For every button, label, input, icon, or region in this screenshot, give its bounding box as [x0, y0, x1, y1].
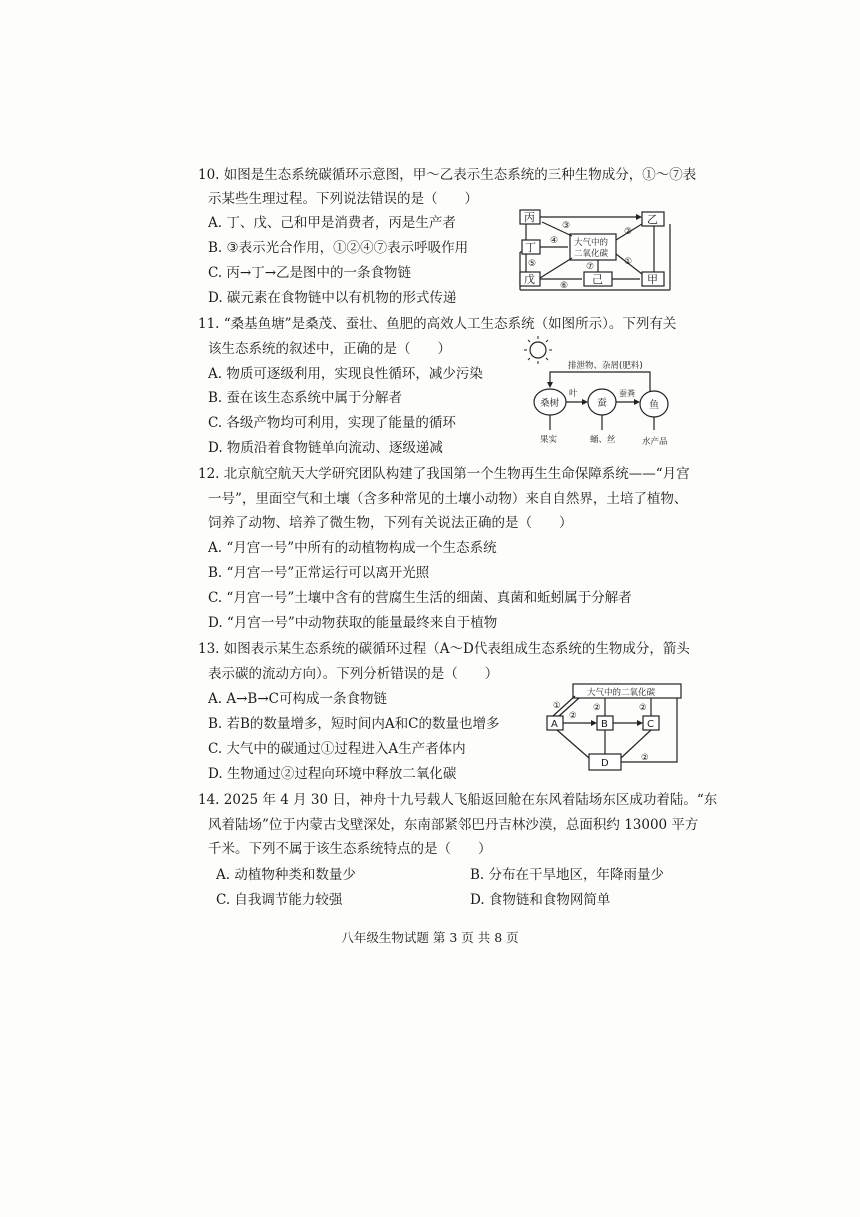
- q13-node-d-label: D: [601, 758, 609, 769]
- q11-option-b: B. 蚕在该生态系统中属于分解者: [208, 390, 403, 406]
- q10-node-bing-label: 丙: [524, 211, 535, 224]
- q10-node-co2-label2: 二氧化碳: [574, 249, 609, 259]
- q13-option-d: D. 生物通过②过程向环境中释放二氧化碳: [208, 766, 457, 782]
- sun-icon: [524, 336, 552, 364]
- q13-option-c: C. 大气中的碳通过①过程进入A生产者体内: [208, 741, 466, 757]
- q11-option-d: D. 物质沿着食物链单向流动、逐级递减: [208, 440, 443, 456]
- q10-node-wu-label: 戊: [524, 273, 535, 286]
- q11-mulberry-fishpond-diagram: [520, 334, 690, 452]
- q11-aquatic-label: 水产品: [642, 437, 668, 447]
- q10-option-c: C. 丙→丁→乙是图中的一条食物链: [208, 265, 412, 281]
- q14-stem-line1: 14. 2025 年 4 月 30 日，神舟十九号载人飞船返回舱在东风着陆场东区成功着陆。“东: [198, 792, 718, 808]
- q14-option-a: A. 动植物种类和数量少: [216, 867, 356, 883]
- q10-carbon-cycle-diagram: [520, 208, 672, 296]
- q10-option-b: B. ③表示光合作用，①②④⑦表示呼吸作用: [208, 240, 469, 256]
- q14-option-b: B. 分布在干旱地区，年降雨量少: [470, 867, 665, 883]
- q11-leaf-label: 叶: [569, 389, 578, 399]
- q10-label-1: ①: [624, 257, 633, 267]
- q10-node-ding-label: 丁: [525, 241, 536, 254]
- q13-label-1: ①: [553, 701, 561, 711]
- q14-stem-line2: 风着陆场”位于内蒙古戈壁深处，东南部紧邻巴丹吉林沙漠，总面积约 13000 平方: [208, 817, 699, 833]
- q10-node-co2-label1: 大气中的: [574, 238, 609, 248]
- q13-label-2a: ②: [569, 711, 577, 721]
- q10-node-ji-label: 己: [592, 273, 603, 286]
- q14-stem-line3: 千米。下列不属于该生态系统特点的是（ ）: [208, 841, 492, 857]
- q10-label-3: ③: [562, 221, 571, 231]
- q13-stem-line1: 13. 如图表示某生态系统的碳循环过程（A～D代表组成生态系统的生物成分，箭头: [198, 641, 690, 657]
- q13-node-atmosphere-label: 大气中的二氧化碳: [587, 688, 656, 698]
- q10-option-d: D. 碳元素在食物链中以有机物的形式传递: [208, 290, 457, 306]
- q11-option-a: A. 物质可逐级利用，实现良性循环，减少污染: [208, 366, 483, 382]
- q11-top-label: 排泄物、杂屑(肥料): [568, 361, 643, 371]
- q13-option-a: A. A→B→C可构成一条食物链: [208, 691, 387, 707]
- q10-label-4: ④: [550, 236, 559, 246]
- q10-label-7: ⑦: [586, 262, 595, 272]
- q10-node-yi-label: 乙: [647, 213, 658, 226]
- q11-fruit-label: 果实: [540, 435, 558, 445]
- q11-stem-line2: 该生态系统的叙述中，正确的是（ ）: [208, 341, 451, 357]
- q12-stem-line3: 饲养了动物、培养了微生物，下列有关说法正确的是（ ）: [208, 515, 573, 531]
- q10-stem-line1: 10. 如图是生态系统碳循环示意图，甲～乙表示生态系统的三种生物成分，①～⑦表: [198, 167, 697, 183]
- q12-option-b: B. “月宫一号”正常运行可以离开光照: [208, 565, 430, 581]
- q11-node-silkworm-label: 蚕: [597, 398, 607, 409]
- q13-label-2c: ②: [639, 703, 647, 713]
- q10-label-6: ⑥: [560, 281, 569, 291]
- q13-node-a-label: A: [551, 719, 558, 730]
- q11-node-mulberry-label: 桑树: [540, 398, 560, 409]
- q13-carbon-cycle-diagram: [545, 682, 685, 774]
- q14-option-c: C. 自我调节能力较强: [216, 892, 343, 908]
- q10-label-2: ②: [624, 227, 633, 237]
- q10-label-5: ⑤: [528, 259, 537, 269]
- q12-option-d: D. “月宫一号”中动物获取的能量最终来自于植物: [208, 615, 498, 631]
- q11-option-c: C. 各级产物均可利用，实现了能量的循环: [208, 415, 456, 431]
- q13-label-2d: ②: [641, 753, 649, 763]
- page-footer: 八年级生物试题 第 3 页 共 8 页: [341, 930, 519, 945]
- q10-option-a: A. 丁、戊、己和甲是消费者，丙是生产者: [208, 215, 456, 231]
- q14-option-d: D. 食物链和食物网简单: [470, 892, 611, 908]
- q12-stem-line2: 一号”，里面空气和土壤（含多种常见的土壤小动物）来自自然界，土培了植物、: [208, 491, 688, 507]
- q13-option-b: B. 若B的数量增多，短时间内A和C的数量也增多: [208, 716, 500, 732]
- q12-option-c: C. “月宫一号”土壤中含有的营腐生生活的细菌、真菌和蚯蚓属于分解者: [208, 590, 632, 606]
- q10-stem-line2: 示某些生理过程。下列说法错误的是（ ）: [208, 191, 478, 207]
- q11-stem-line1: 11. “桑基鱼塘”是桑茂、蚕壮、鱼肥的高效人工生态系统（如图所示）。下列有关: [198, 316, 677, 332]
- q13-stem-line2: 表示碳的流动方向）。下列分析错误的是（ ）: [208, 666, 499, 682]
- q13-node-c-label: C: [647, 719, 654, 730]
- q13-node-b-label: B: [601, 719, 608, 730]
- q11-silk-label: 蛹、丝: [590, 435, 616, 445]
- q12-stem-line1: 12. 北京航空航天大学研究团队构建了我国第一个生物再生生命保障系统——“月宫: [198, 466, 690, 482]
- q11-node-fish-label: 鱼: [649, 400, 659, 411]
- q13-label-2b: ②: [593, 703, 601, 713]
- q12-option-a: A. “月宫一号”中所有的动植物构成一个生态系统: [208, 540, 497, 556]
- q11-feces-label: 蚕粪: [619, 389, 635, 398]
- q10-node-jia-label: 甲: [647, 273, 658, 286]
